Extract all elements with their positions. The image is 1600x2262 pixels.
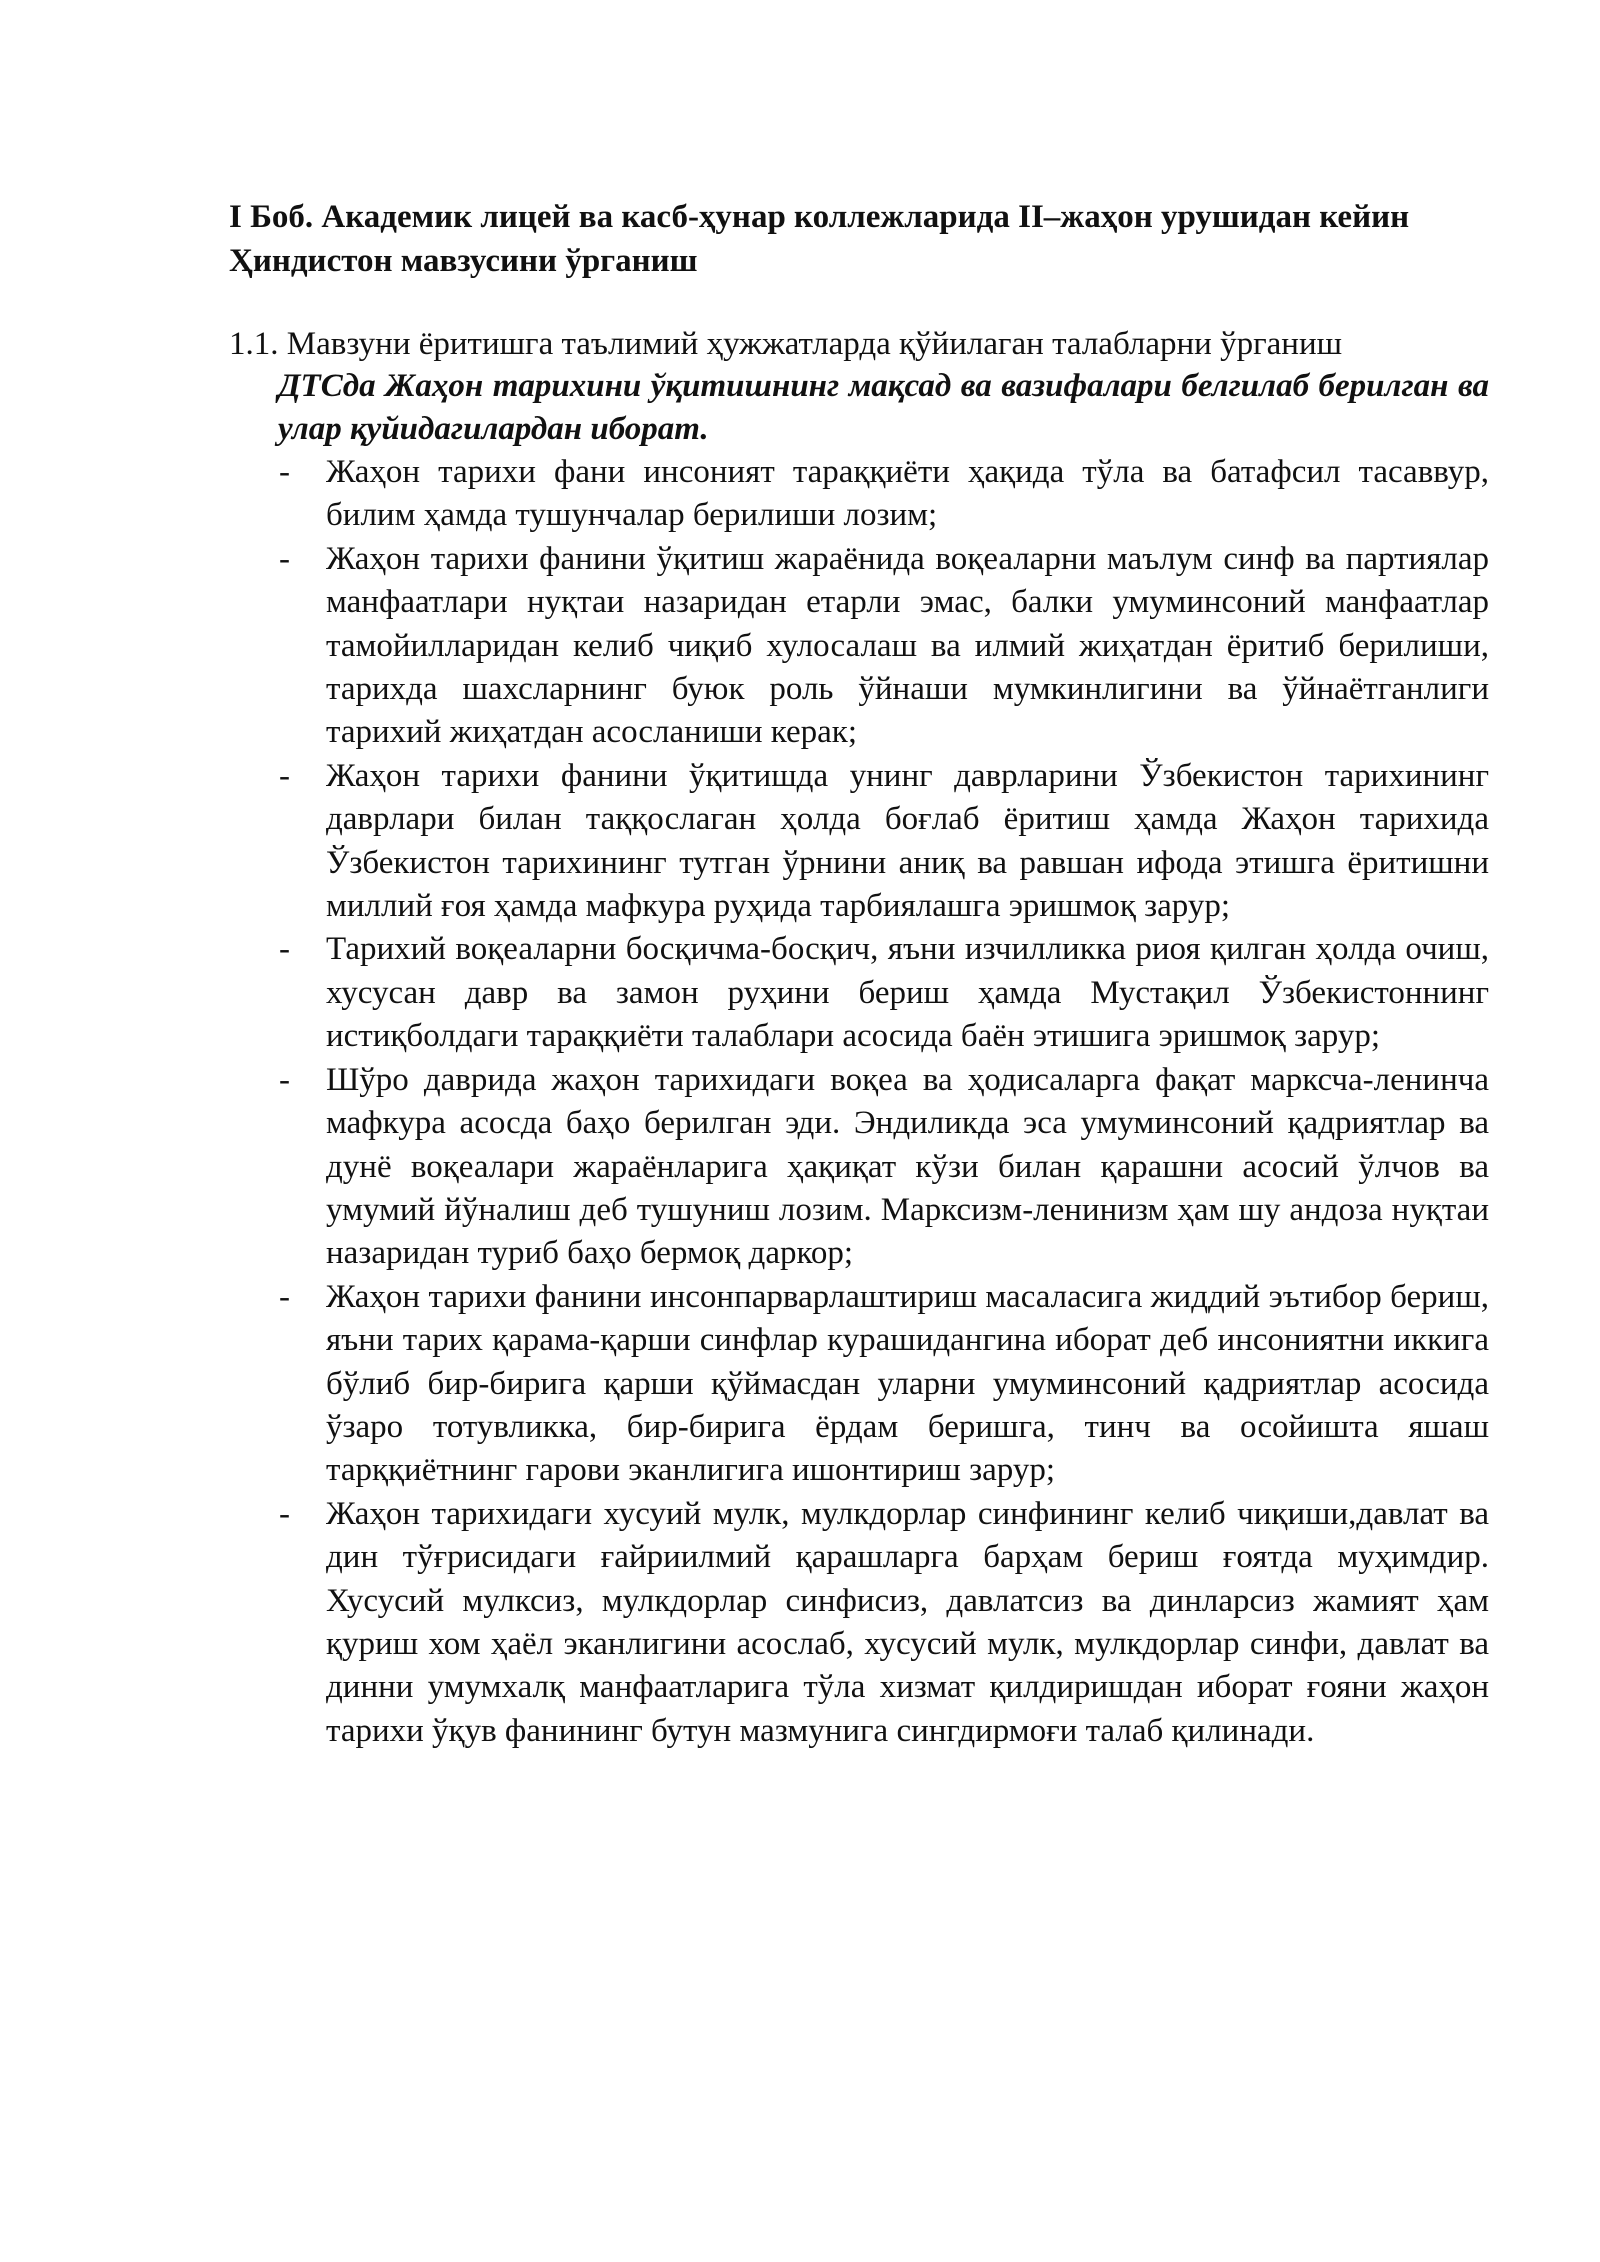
goal-text: Жаҳон тарихи фанини ўқитишда унинг даврларини Ўзбекистон тарихининг даврлари билан таққослаган ҳолда боғлаб ёритиш ҳамда Жаҳон тарихида Ўзбекистон тарихининг тутган ўрнини аниқ ва равшан ифода этишга ёритишни миллий ғоя ҳамда мафкура руҳида тарбиялашга эришмоқ зарур; bbox=[326, 757, 1489, 925]
document-page bbox=[229, 195, 1489, 1753]
goal-text: Жаҳон тарихи фани инсоният тараққиёти ҳақида тўла ва батафсил тасаввур, билим ҳамда тушунчалар берилиши лозим; bbox=[326, 454, 1489, 534]
bullet-dash-icon: - bbox=[279, 1278, 290, 1315]
goal-item bbox=[229, 451, 1489, 538]
goal-item bbox=[229, 538, 1489, 755]
section-title: 1.1. Мавзуни ёритишга таълимий ҳужжатларда қўйилаган талабларни ўрганиш bbox=[229, 326, 1343, 362]
goal-text: Тарихий воқеаларни босқичма-босқич, яъни изчилликка риоя қилган ҳолда очиш, хусусан давр ва замон руҳини бериш ҳамда Мустақил Ўзбекистоннинг истиқболдаги тараққиёти талаблари асосида баён этишига эришмоқ зарур; bbox=[326, 931, 1489, 1055]
chapter-title: I Боб. Академик лицей ва касб-ҳунар коллежларида II–жаҳон урушидан кейин Ҳиндистон мавзусини ўрганиш bbox=[229, 199, 1410, 279]
goal-item bbox=[229, 1276, 1489, 1493]
bullet-dash-icon: - bbox=[279, 540, 290, 577]
bullet-dash-icon: - bbox=[279, 454, 290, 490]
bullet-dash-icon: - bbox=[279, 931, 290, 968]
goal-item bbox=[229, 928, 1489, 1058]
goal-text: Жаҳон тарихи фанини ўқитиш жараёнида воқеаларни маълум синф ва партиялар манфаатлари нуқтаи назаридан етарли эмас, балки умуминсоний манфаатлар тамойилларидан келиб чиқиб хулосалаш ва илмий жиҳатдан ёритиб берилиши, тарихда шахсларнинг буюк роль ўйнаши мумкинлигини ва ўйнаётганлиги тарихий жиҳатдан асосланиши керак; bbox=[326, 540, 1489, 751]
goal-text: Жаҳон тарихи фанини инсонпарварлаштириш масаласига жиддий эътибор бериш, яъни тарих қарама-қарши синфлар курашидангина иборат деб инсониятни иккига бўлиб бир-бирига қарши қўймасдан уларни умуминсоний қадриятлар асосида ўзаро тотувликка, бир-бирига ёрдам беришга, тинч ва осойишта яшаш тарққиётнинг гарови эканлигига ишонтириш зарур; bbox=[326, 1278, 1489, 1489]
goals-list bbox=[229, 451, 1489, 1753]
goal-item bbox=[229, 1059, 1489, 1276]
goal-text: Жаҳон тарихидаги хусуий мулк, мулкдорлар синфининг келиб чиқиши,давлат ва дин тўғрисидаги ғайриилмий қарашларга барҳам бериш ғоятда муҳимдир. Хусусий мулксиз, мулкдорлар синфисиз, давлатсиз ва динларсиз жамият ҳам қуриш хом ҳаёл эканлигини асослаб, хусусий мулк, мулкдорлар синфи, давлат ва динни умумхалқ манфаатларига тўла хизмат қилдиришдан иборат ғояни жаҳон тарихи ўқув фанининг бутун мазмунига сингдирмоғи талаб қилинади. bbox=[326, 1495, 1489, 1749]
bullet-dash-icon: - bbox=[279, 1061, 290, 1098]
goal-text: Шўро даврида жаҳон тарихидаги воқеа ва ҳодисаларга фақат марксча-ленинча мафкура асосда баҳо берилган эди. Эндиликда эса умуминсоний қадриятлар ва дунё воқеалари жараёнларига ҳақиқат кўзи билан қарашни асосий ўлчов ва умумий йўналиш деб тушуниш лозим. Марксизм-ленинизм ҳам шу андоза нуқтаи назаридан туриб баҳо бермоқ даркор; bbox=[326, 1061, 1489, 1272]
goal-item bbox=[229, 755, 1489, 929]
goal-item bbox=[229, 1493, 1489, 1753]
goals-intro: ДТСда Жаҳон тарихини ўқитишнинг мақсад ва вазифалари белгилаб берилган ва улар қуйидагилардан иборат. bbox=[278, 368, 1489, 447]
bullet-dash-icon: - bbox=[279, 1495, 290, 1532]
bullet-dash-icon: - bbox=[279, 757, 290, 794]
